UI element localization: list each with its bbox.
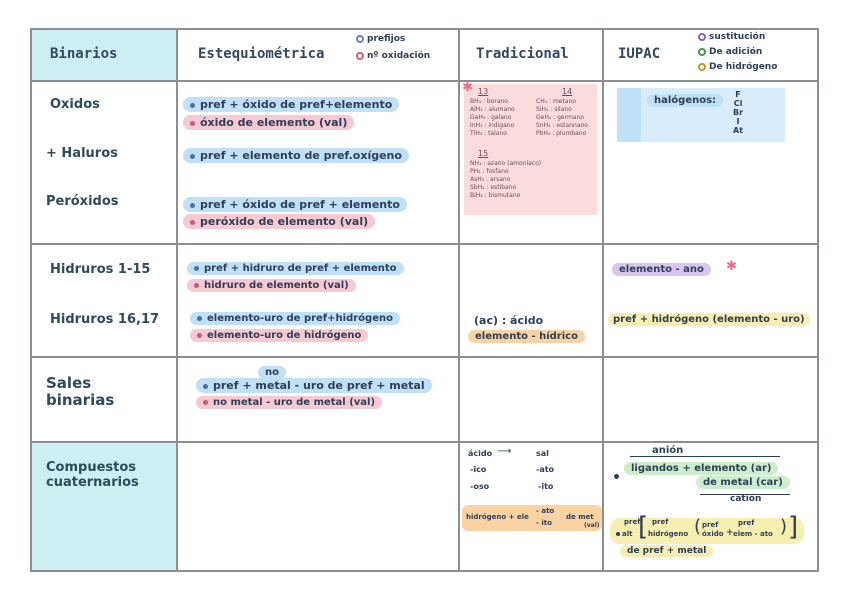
plus-icon: + — [726, 528, 734, 538]
trad-cuat-acido: ácido — [468, 449, 493, 458]
iupac-elemento-ano: elemento - ano — [612, 263, 711, 276]
halogen-box — [617, 88, 785, 142]
bullet-icon — [190, 154, 195, 159]
iupac-pref2: pref — [652, 518, 669, 526]
column-divider — [458, 28, 460, 572]
bullet-icon — [190, 203, 195, 208]
trad-cuat-ito: -ito — [538, 482, 554, 491]
list-item: I — [736, 117, 740, 126]
iupac-de-metal: de metal (car) — [696, 476, 790, 489]
bullet-icon — [614, 466, 624, 485]
legend-hidrogeno: De hidrógeno — [698, 62, 777, 72]
arrow-right-icon: ⟶ — [497, 446, 512, 457]
right-paren-icon: ) — [780, 516, 788, 537]
row-hidruros-1-15: Hidruros 1-15 — [50, 262, 151, 277]
trad-cuat-oso: -oso — [470, 482, 490, 491]
list-item: PH₃ : fosfano — [470, 168, 509, 175]
esteq-peroxidos-1: pref + óxido de pref + elemento — [183, 197, 407, 212]
header-tradicional: Tradicional — [476, 46, 569, 62]
row-hidruros-16-17: Hidruros 16,17 — [50, 312, 160, 327]
trad-cuat-ico: -ico — [470, 465, 487, 474]
group-15-list — [470, 160, 541, 200]
list-item: Cl — [733, 99, 743, 108]
legend-oxidacion: nº oxidación — [356, 51, 430, 61]
bullet-icon — [197, 333, 202, 338]
trad-cuat-hl-val: (val) — [584, 522, 600, 529]
esteq-sales-2: no metal - uro de metal (val) — [196, 396, 382, 409]
row-haluros: + Haluros — [46, 146, 118, 161]
iupac-alt: alt — [616, 530, 632, 538]
row-divider — [30, 243, 819, 245]
trad-cuat-sal: sal — [536, 449, 549, 458]
halogen-list — [733, 90, 743, 135]
trad-cuat-hl-demet: de met — [566, 513, 594, 521]
column-divider — [602, 28, 604, 572]
group-13-label: 13 — [478, 87, 489, 96]
list-item: AlH₃ : alumano — [470, 106, 515, 113]
esteq-haluros: pref + elemento de pref.oxígeno — [183, 148, 409, 163]
list-item: SnH₄ : estannano — [536, 122, 588, 129]
header-iupac: IUPAC — [618, 46, 661, 62]
trad-cuat-hl-ito: - ito — [536, 519, 552, 527]
list-item: BH₃ : borano — [470, 98, 508, 105]
group-13-list — [470, 98, 515, 138]
header-binarios: Binarios — [50, 46, 118, 62]
bullet-icon — [197, 316, 202, 321]
list-item: NH₃ : azano (amoníaco) — [470, 160, 542, 167]
row-cuaternarios-line2: cuaternarios — [46, 475, 139, 490]
esteq-hidruros1617-1: elemento-uro de pref+hidrógeno — [190, 312, 400, 325]
bullet-icon — [203, 400, 208, 405]
halogen-accent — [617, 88, 641, 142]
yellow-circle-icon — [698, 63, 706, 71]
row-sales-binarias — [46, 375, 114, 409]
bullet-icon — [190, 220, 195, 225]
list-item: SbH₃ : estibano — [470, 184, 517, 191]
row-divider — [30, 80, 819, 82]
iupac-hidrogeno: hidrógeno — [648, 530, 689, 538]
left-bracket-icon: [ — [638, 512, 649, 542]
bullet-icon — [190, 121, 195, 126]
star-icon: ✱ — [726, 259, 737, 274]
group-14-label: 14 — [562, 87, 573, 96]
iupac-cation: catión — [730, 494, 762, 504]
esteq-peroxidos-2: peróxido de elemento (val) — [183, 214, 375, 229]
row-divider — [30, 441, 819, 443]
row-peroxidos: Peróxidos — [46, 194, 119, 209]
halogenos-label: halógenos: — [647, 94, 723, 107]
iupac-pref4: pref — [738, 519, 755, 527]
iupac-pref1: pref — [624, 518, 641, 526]
trad-cuat-hidrogeno: hidrógeno + ele — [466, 513, 529, 521]
list-item: TlH₃ : talano — [470, 130, 507, 137]
esteq-sales-1: pref + metal - uro de pref + metal — [196, 378, 432, 393]
list-item: PbH₄ : plumbano — [536, 130, 587, 137]
bullet-icon — [190, 103, 195, 108]
row-cuaternarios — [46, 460, 139, 490]
list-item: Br — [733, 108, 744, 117]
right-bracket-icon: ] — [788, 512, 799, 542]
list-item: BiH₃ : bismutano — [470, 192, 521, 199]
blue-circle-icon — [356, 35, 364, 43]
list-item: InH₃ : indigano — [470, 122, 515, 129]
esteq-oxidos-1: pref + óxido de pref+elemento — [183, 97, 399, 112]
trad-cuat-ato: -ato — [536, 465, 555, 474]
list-item: SiH₄ : silano — [536, 106, 572, 113]
list-item: At — [733, 126, 744, 135]
star-icon: ✱ — [462, 80, 473, 95]
trad-cuat-formula — [462, 505, 602, 531]
esteq-hidruros1617-2: elemento-uro de hidrógeno — [190, 329, 368, 342]
list-item: GeH₄ : germano — [536, 114, 584, 121]
trad-hydride-card — [462, 80, 597, 215]
legend-sustitucion: sustitución — [698, 32, 765, 42]
trad-acido: (ac) : ácido — [474, 314, 544, 327]
green-circle-icon — [698, 48, 706, 56]
group-15-label: 15 — [478, 149, 489, 158]
esteq-hidruros115-1: pref + hidruro de pref + elemento — [187, 262, 404, 275]
legend-adicion: De adición — [698, 47, 762, 57]
iupac-pref-hidrogeno: pref + hidrógeno (elemento - uro) — [608, 313, 810, 326]
esteq-oxidos-2: óxido de elemento (val) — [183, 115, 354, 130]
bullet-icon — [194, 266, 199, 271]
legend-prefijos: prefijos — [356, 34, 405, 44]
trad-hidrico: elemento - hídrico — [468, 330, 585, 343]
esteq-hidruros115-2: hidruro de elemento (val) — [187, 279, 356, 292]
group-14-list — [536, 98, 588, 138]
trad-cuat-hl-ato: - ato — [536, 507, 555, 515]
column-divider — [176, 28, 178, 572]
iupac-pref3: pref — [702, 521, 719, 529]
iupac-anion: anión — [652, 445, 684, 456]
red-circle-icon — [356, 52, 364, 60]
bullet-icon — [194, 283, 199, 288]
row-sales-line2: binarias — [46, 391, 115, 409]
list-item: GaH₃ : galano — [470, 114, 512, 121]
iupac-de-pref-metal: de pref + metal — [620, 545, 713, 557]
esteq-sales-no: no — [258, 366, 286, 379]
list-item: F — [735, 90, 741, 99]
purple-circle-icon — [698, 33, 706, 41]
list-item: AsH₃ : arsano — [470, 176, 511, 183]
row-oxidos: Oxidos — [50, 97, 100, 112]
list-item: CH₄ : metano — [536, 98, 576, 105]
header-estequiometrica: Estequiométrica — [198, 46, 325, 62]
iupac-anion-bracket — [630, 456, 780, 461]
left-paren-icon: ( — [694, 516, 702, 537]
bullet-icon — [203, 384, 208, 389]
iupac-elem-ato: elem - ato — [733, 530, 773, 538]
iupac-ligandos: ligandos + elemento (ar) — [624, 462, 778, 475]
iupac-oxido: óxido — [702, 530, 724, 538]
row-divider — [30, 356, 819, 358]
row-cuaternarios-line1: Compuestos — [46, 460, 137, 475]
row-sales-line1: Sales — [46, 374, 92, 392]
